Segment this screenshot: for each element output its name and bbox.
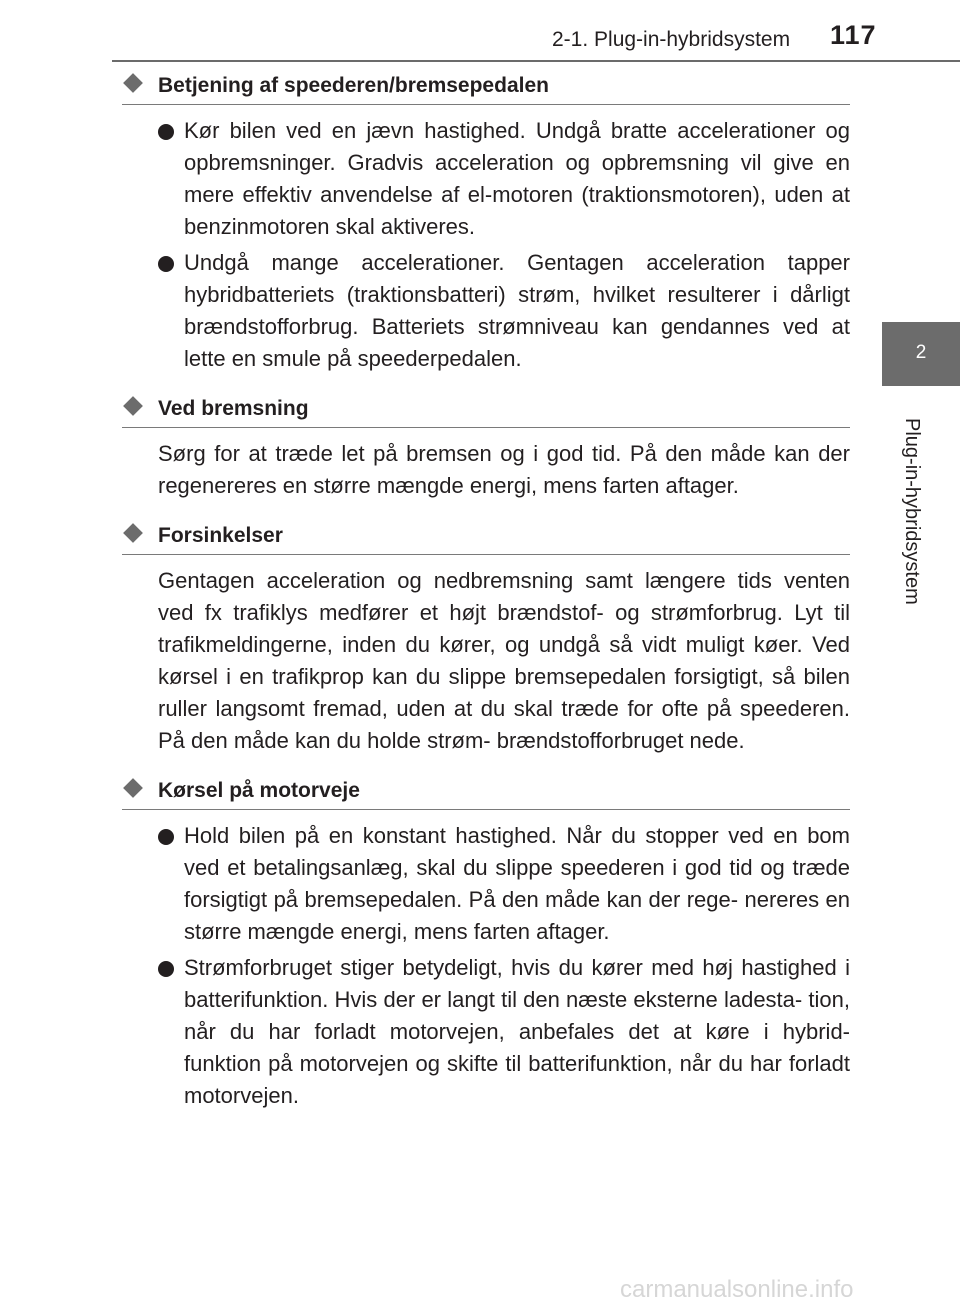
section-paragraph: Sørg for at træde let på bremsen og i god tid. På den måde kan der regenereres en større mængde energi, mens farten aftager. bbox=[158, 441, 850, 498]
page-number: 117 bbox=[830, 20, 877, 50]
chapter-title: Plug-in-hybridsystem bbox=[901, 418, 923, 605]
section-heading bbox=[122, 393, 850, 427]
main-content bbox=[122, 70, 850, 1112]
chapter-side-label bbox=[897, 418, 927, 618]
section-heading-text: Kørsel på motorveje bbox=[158, 779, 360, 802]
chapter-number: 2 bbox=[915, 342, 927, 363]
list-item-text: Hold bilen på en konstant hastighed. Når du stopper ved en bom ved et betalingsanlæg, skal du slippe speederen i god tid og træde forsigtigt på bremsepedalen. På den måde kan der rege- nereres en større mængde energi, mens farten aftager. bbox=[184, 823, 850, 944]
list-item-text: Undgå mange accelerationer. Gentagen acceleration tapper hybridbatteriets (traktionsbatteri) strøm, hvilket resulterer i dårligt brændstofforbrug. Batteriets strømniveau kan gendannes ved at lette en smule på speederpedalen. bbox=[184, 250, 850, 371]
list-item bbox=[158, 115, 850, 243]
list-item-text: Strømforbruget stiger betydeligt, hvis du kører med høj hastighed i batterifunktion. Hvis der er langt til den næste eksterne ladesta- tion, når du har forladt motorvejen, anbefales det at køre i hybrid- funktion på motorvejen og skifte til batterifunktion, når du har forladt motorvejen. bbox=[184, 955, 850, 1108]
diamond-icon bbox=[123, 73, 143, 93]
list-item bbox=[158, 247, 850, 375]
list-item bbox=[158, 952, 850, 1112]
bullet-icon bbox=[158, 961, 174, 977]
section-heading bbox=[122, 70, 850, 104]
list-item bbox=[158, 820, 850, 948]
diamond-icon bbox=[123, 396, 143, 416]
bullet-icon bbox=[158, 124, 174, 140]
section-title: 2-1. Plug-in-hybridsystem bbox=[552, 28, 791, 51]
section-heading-text: Betjening af speederen/bremsepedalen bbox=[158, 74, 549, 97]
diamond-icon bbox=[123, 523, 143, 543]
section-braking bbox=[122, 393, 850, 502]
header-rule bbox=[112, 60, 960, 62]
section-heading-text: Forsinkelser bbox=[158, 524, 283, 547]
section-heading-text: Ved bremsning bbox=[158, 397, 309, 420]
chapter-tab bbox=[882, 322, 960, 386]
bullet-icon bbox=[158, 829, 174, 845]
section-heading bbox=[122, 775, 850, 809]
section-motorway bbox=[122, 775, 850, 1112]
diamond-icon bbox=[123, 778, 143, 798]
list-item-text: Kør bilen ved en jævn hastighed. Undgå bratte accelerationer og opbremsninger. Gradvis acceleration og opbremsning vil give en mere effektiv anvendelse af el-motoren (traktionsmotoren), uden at benzinmotoren skal aktiveres. bbox=[184, 118, 850, 239]
page-header bbox=[0, 0, 960, 62]
section-delays bbox=[122, 520, 850, 757]
bullet-icon bbox=[158, 256, 174, 272]
section-speeder-brake bbox=[122, 70, 850, 375]
watermark: carmanualsonline.info bbox=[620, 1276, 854, 1303]
section-paragraph: Gentagen acceleration og nedbremsning samt længere tids venten ved fx trafiklys medfører et højt brændstof- og strømforbrug. Lyt til trafikmeldingerne, inden du kører, og undgå så vidt muligt køer. Ved kørsel i en trafikprop kan du slippe bremsepedalen forsigtigt, så bilen ruller langsomt fremad, uden at du skal træde for ofte på speederen. På den måde kan du holde strøm- brændstofforbruget nede. bbox=[158, 568, 850, 753]
section-heading bbox=[122, 520, 850, 554]
